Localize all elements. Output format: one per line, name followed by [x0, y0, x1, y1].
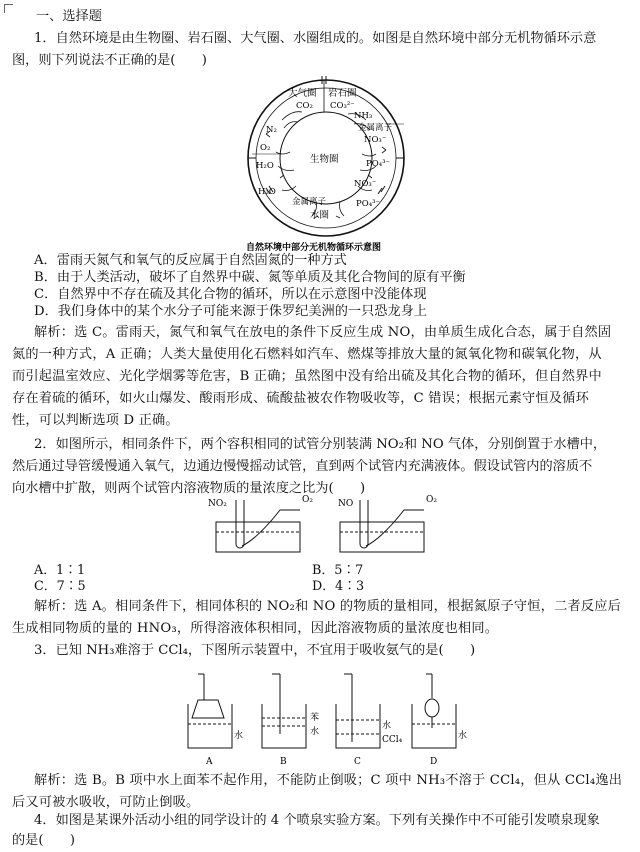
q2-apparatus: [200, 490, 440, 558]
label-po4-right: PO₄³⁻: [366, 159, 390, 169]
label-metal-ion-bottom: 金属离子: [292, 197, 327, 207]
cycle-diagram: [236, 74, 416, 260]
q1-option-b: B．由于人类活动，破坏了自然界中碳、氮等单质及其化合物间的原有平衡: [34, 270, 466, 285]
q2-analysis-1: 解析：选 A。相同条件下，相同体积的 NO₂和 NO 的物质的量相同，根据氮原子守恒，二者反应后: [34, 599, 622, 614]
label-nh3: NH₃: [354, 111, 373, 121]
q1-stem-line1: 1．自然环境是由生物圈、岩石圈、大气圈、水圈组成的。如图是自然环境中部分无机物循环示意: [34, 31, 597, 46]
q1-analysis-3: 而引起温室效应、光化学烟雾等危害，B 正确；虽然图中没有给出硫及其化合物的循环，但自然界中: [12, 369, 602, 384]
label-a: A: [206, 757, 213, 767]
label-no2: NO₂: [208, 499, 227, 509]
label-water-a: 水: [234, 731, 244, 741]
q3-analysis-2: 后又可被水吸收，可防止倒吸。: [12, 795, 200, 810]
label-co2: CO₂: [296, 101, 313, 111]
q2-option-b: B．5∶7: [312, 563, 364, 578]
q2-analysis-2: 生成相同物质的量的 HNO₃，所得溶液体积相同，因此溶液物质的量浓度也相同。: [12, 621, 499, 636]
label-water-c: 水: [382, 721, 392, 731]
label-water-d: 水: [458, 731, 468, 741]
q1-stem-line2: 图，则下列说法不正确的是( ): [12, 53, 207, 68]
label-no: NO: [338, 499, 354, 509]
q4-stem-1: 4．如图是某课外活动小组的同学设计的 4 个喷泉实验方案。下列有关操作中不可能引发喷泉现象: [34, 813, 600, 828]
figure-caption: 自然环境中部分无机物循环示意图: [246, 243, 382, 253]
label-h2o-bottom: H₂O: [258, 187, 276, 197]
label-ccl4: CCl₄: [382, 735, 403, 745]
q1-analysis-4: 存在着硫的循环，如火山爆发、酸雨形成、硫酸盐被农作物吸收等，C 错误；根据元素守恒及循环: [12, 391, 589, 406]
q1-option-a: A．雷雨天氮气和氧气的反应属于自然固氮的一种方式: [34, 253, 347, 268]
label-o2-right: O₂: [426, 495, 437, 505]
q2-stem-3: 向水槽中扩散，则两个试管内溶液物质的量浓度之比为( ): [12, 481, 366, 496]
label-b: B: [280, 757, 287, 767]
label-hydrosphere: 水圈: [310, 210, 330, 221]
label-d: D: [430, 757, 438, 767]
q2-stem-1: 2．如图所示，相同条件下，两个容积相同的试管分别装满 NO₂和 NO 气体，分别倒置于水槽中，: [34, 437, 607, 452]
label-metal-ion-top: 金属离子: [358, 123, 393, 133]
label-po4-bottom: PO₄³⁻: [356, 199, 380, 209]
label-n2: N₂: [266, 125, 277, 135]
label-benzene: 苯: [310, 713, 320, 723]
q2-option-c: C．7∶5: [34, 579, 86, 594]
label-biosphere: 生物圈: [310, 154, 339, 165]
label-no3-bottom: NO₃⁻: [354, 179, 377, 189]
label-atmosphere: 大气圈: [288, 88, 317, 99]
q1-analysis-5: 性，可以判断选项 D 正确。: [12, 413, 179, 428]
q1-option-c: C．自然界中不存在硫及其化合物的循环，所以在示意图中没能体现: [34, 287, 427, 302]
page-corner-mark: [4, 4, 13, 13]
q1-analysis-2: 氮的一种方式，A 正确；人类大量使用化石燃料如汽车、燃煤等排放大量的氮氧化物和碳氧化物，从: [12, 347, 602, 362]
q1-analysis-1: 解析：选 C。雷雨天，氮气和氧气在放电的条件下反应生成 NO，由单质生成化合态，属于自然固: [34, 325, 612, 340]
q2-stem-2: 然后通过导管缓慢通入氧气，边通边慢慢摇动试管，直到两个试管内充满液体。假设试管内的溶质不: [12, 459, 593, 474]
label-o2: O₂: [260, 143, 271, 153]
section-title: 一、选择题: [36, 9, 102, 24]
q4-stem-2: 的是( ): [12, 833, 76, 848]
label-o2-left: O₂: [302, 495, 313, 505]
q1-option-d: D．我们身体中的某个水分子可能来源于侏罗纪美洲的一只恐龙身上: [34, 304, 428, 319]
q3-analysis-1: 解析：选 B。B 项中水上面苯不起作用，不能防止倒吸；C 项中 NH₃不溶于 CCl₄，但从 CCl₄逸出: [34, 773, 623, 788]
q3-stem: 3．已知 NH₃难溶于 CCl₄，下图所示装置中，不宜用于吸收氨气的是( ): [34, 643, 476, 658]
label-h2o-left: H₂O: [256, 161, 274, 171]
label-co3: CO₃²⁻: [330, 101, 355, 111]
q2-option-a: A．1∶1: [34, 563, 86, 578]
label-no3-right: NO₃⁻: [364, 135, 387, 145]
label-water-b: 水: [310, 727, 320, 737]
label-lithosphere: 岩石圈: [328, 88, 357, 99]
label-c: C: [354, 757, 361, 767]
q2-option-d: D．4∶3: [312, 579, 365, 594]
q3-apparatus: [180, 668, 470, 768]
